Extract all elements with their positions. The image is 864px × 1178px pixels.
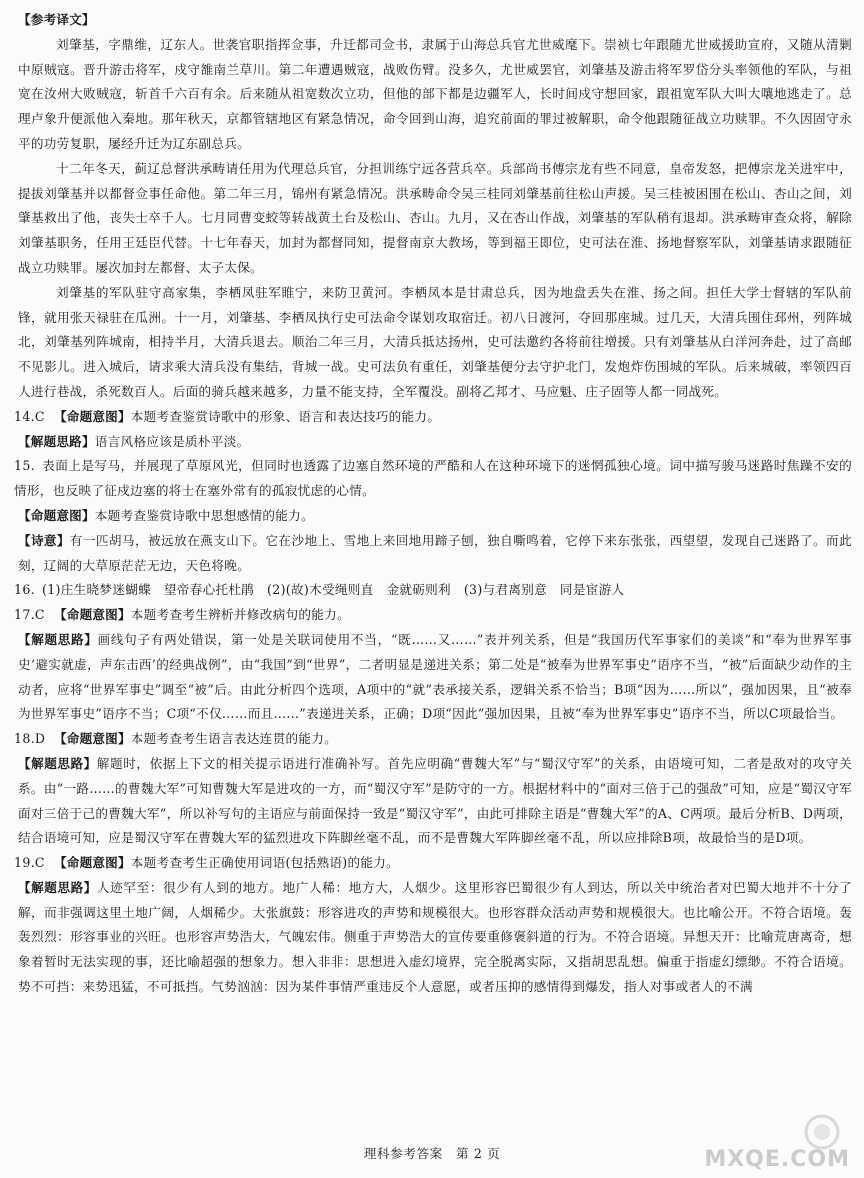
answer-text: 语言风格应该是质朴平淡。 xyxy=(94,433,250,449)
answer-text: 画线句子有两处错误，第一处是关联词使用不当，“既……又……”表并列关系，但是“我国历代军事家们的美谈”和“奉为世界军事史‘避实就虚，声东击西’的经典战例”，由“我国”到“世界”，二者明显是递进关系；第二处是“被奉为世界军事史”语序不当，“被”后面缺少动作的主动者，应将“世界军事史”调至“被”后。由此分析四个选项，A项中的“就”表承接关系，逻辑关系不恰当；B项“因为……所以”，强加因果，且“被奉为世界军事史”语序不当；C项“不仅……而且……”表递进关系，正确；D项“因此”强加因果，且被“奉为世界军事史”语序不当，所以C项最恰当。 xyxy=(18,631,852,722)
answer-number: 14.C xyxy=(14,408,45,424)
answer-line xyxy=(14,851,852,876)
answer-item-15 xyxy=(14,454,852,578)
answer-line xyxy=(14,752,852,851)
answer-text: 解题时，依据上下文的相关提示语进行准确补写。首先应明确“曹魏大军”与“蜀汉守军”的关系，由语境可知，二者是敌对的攻守关系。由“一路……的曹魏大军”可知曹魏大军是进攻的一方，而“蜀汉守军”是防守的一方。根据材料中的“面对三倍于己的强敌”可知，应是“蜀汉守军面对三倍于己的曹魏大军”，所以补写句的主语应与前面保持一致是“蜀汉守军”，由此可排除主语是“曹魏大军”的A、C两项。最后分析B、D两项，结合语境可知，应是蜀汉守军在曹魏大军的猛烈进攻下阵脚丝毫不乱，而不是曹魏大军阵脚丝毫不乱，所以应排除B项，故最恰当的是D项。 xyxy=(18,755,853,846)
ref-paragraph: 刘肇基，字鼎维，辽东人。世袭官职指挥佥事，升迁都司佥书，隶属于山海总兵官尤世威麾下。崇祯七年跟随尤世威援助宣府，又随从清剿中原贼寇。晋升游击将军，戍守雒南兰草川。第二年遭遇贼寇，战败伤臂。没多久，尤世威罢官，刘肇基及游击将军罗岱分头率领他的军队，与祖宽在汝州大败贼寇，斩首千六百有余。后来随从祖宽数次立功，但他的部下都是边疆军人，长时间戍守想回家，跟祖宽军队大叫大嚷地逃走了。总理卢象升便派他入秦地。那年秋天，京都管辖地区有紧急情况，命令回到山海，追究前面的罪过被解职，命令他跟随征战立功赎罪。不久因固守永平的功劳复职，屡经升迁为辽东副总兵。 xyxy=(18,36,852,151)
section-tag: 【命题意图】 xyxy=(54,408,131,424)
answer-number: 15. xyxy=(14,458,35,474)
answer-number: 16. xyxy=(14,582,35,598)
answer-text: 本题考查考生正确使用词语(包括熟语)的能力。 xyxy=(130,855,400,871)
section-tag: 【解题思路】 xyxy=(18,879,97,895)
ref-translation-section xyxy=(14,8,852,405)
section-tag: 【命题意图】 xyxy=(54,855,131,871)
answer-item-19 xyxy=(14,851,852,1000)
answer-item-14 xyxy=(14,405,852,455)
section-tag: 【命题意图】 xyxy=(18,507,95,523)
answer-text: 本题考查鉴赏诗歌中思想感情的能力。 xyxy=(94,507,314,523)
answer-line xyxy=(14,529,852,579)
ref-paragraph: 十二年冬天，蓟辽总督洪承畴请任用为代理总兵官，分担训练宁远各营兵卒。兵部尚书傅宗龙有些不同意，皇帝发怒，把傅宗龙关进牢中，提拔刘肇基并以都督佥事任命他。第二年三月，锦州有紧急情况。洪承畴命令吴三桂同刘肇基前往松山声援。吴三桂被困围在松山、杏山之间，刘肇基救出了他，丧失士卒千人。七月同曹变蛟等转战黄土台及松山、杏山。九月，又在杏山作战，刘肇基的军队稍有退却。洪承畴审查众将，解除刘肇基职务，任用王廷臣代替。十七年春天，加封为都督同知，提督南京大教场，等到福王即位，史可法在淮、扬地督察军队，刘肇基请求跟随征战立功赎罪。屡次加封左都督、太子太保。 xyxy=(18,160,852,275)
answer-text: (1)庄生晓梦迷蝴蝶 望帝春心托杜鹃 (2)(故)木受绳则直 金就砺则利 (3)与君离别意 同是宦游人 xyxy=(42,582,625,598)
answer-text: 人迹罕至：很少有人到的地方。地广人稀：地方大，人烟少。这里形容巴蜀很少有人到达，所以关中统治者对巴蜀大地并不十分了解，而非强调这里土地广阔，人烟稀少。大张旗鼓：形容进攻的声势和规模很大。也形容群众活动声势和规模很大。也比喻公开。不符合语境。轰轰烈烈：形容事业的兴旺。也形容声势浩大，气魄宏伟。侧重于声势浩大的宣传要重修褒斜道的行为。不符合语境。异想天开：比喻荒唐离奇，想象着暂时无法实现的事，还比喻超强的想象力。想入非非：思想进入虚幻境界，完全脱离实际，又指胡思乱想。偏重于指虚幻缥缈。不符合语境。势不可挡：来势迅猛，不可抵挡。气势汹汹：因为某件事情严重违反个人意愿，或者压抑的感情得到爆发，指人对事或者人的不满 xyxy=(18,879,852,995)
answer-line xyxy=(14,430,852,455)
answer-text: 本题考查鉴赏诗歌中的形象、语言和表达技巧的能力。 xyxy=(130,408,441,424)
section-tag: 【解题思路】 xyxy=(18,631,98,647)
answer-line xyxy=(14,454,852,504)
answer-line xyxy=(14,727,852,752)
answer-item-18 xyxy=(14,727,852,851)
page-footer: 理科参考答案 第 2 页 xyxy=(363,1146,501,1161)
section-tag: 【解题思路】 xyxy=(18,433,95,449)
page-content xyxy=(14,8,852,1000)
answer-item-16 xyxy=(14,578,852,603)
answer-number: 17.C xyxy=(14,607,45,623)
answer-text: 有一匹胡马，被远放在燕支山下。它在沙地上、雪地上来回地用蹄子刨，独自嘶鸣着，它停下来东张张，西望望，发现自己迷路了。而此刻，辽阔的大草原茫茫无边，天色将晚。 xyxy=(18,532,852,573)
answer-text: 本题考查考生语言表达连贯的能力。 xyxy=(130,731,338,747)
answer-text: 本题考查考生辨析并修改病句的能力。 xyxy=(130,607,350,623)
answer-line xyxy=(14,876,852,1000)
answer-line xyxy=(14,405,852,430)
section-tag: 【诗意】 xyxy=(18,532,70,548)
answer-text: 表面上是写马，并展现了草原风光，但同时也透露了边塞自然环境的严酷和人在这种环境下的迷惘孤独心境。词中描写骏马迷路时焦躁不安的情形，也反映了征戍边塞的将士在塞外常有的孤寂忧虑的心情。 xyxy=(14,458,852,499)
answer-line xyxy=(14,578,852,603)
answer-line xyxy=(14,628,852,727)
answer-number: 19.C xyxy=(14,855,45,871)
watermark-text: MXQE.COM xyxy=(704,1147,850,1172)
answer-line xyxy=(14,603,852,628)
answer-item-17 xyxy=(14,603,852,727)
section-tag: 【解题思路】 xyxy=(18,755,97,771)
answer-number: 18.D xyxy=(14,731,46,747)
ref-translation-heading: 【参考译文】 xyxy=(18,12,95,27)
ref-paragraph: 刘肇基的军队驻守高家集，李栖凤驻军睢宁，来防卫黄河。李栖凤本是甘肃总兵，因为地盘丢失在淮、扬之间。担任大学士督辖的军队前锋，就用张天禄驻在瓜洲。十一月，刘肇基、李栖凤执行史可法命令谋划攻取宿迁。初八日渡河，夺回那座城。过几天，大清兵围住邳州，列阵城北，刘肇基列阵城南，相持半月，大清兵退去。顺治二年三月，大清兵抵达扬州，史可法邀约各将前往增援。只有刘肇基从白洋河奔赴，过了高邮不见影儿。进入城后，请求乘大清兵没有集结，背城一战。史可法负有重任，刘肇基便分去守护北门，发炮炸伤围城的军队。后来城破，率领四百人进行巷战，杀死数百人。后面的骑兵越来越多，力量不能支持，全军覆没。副将乙邦才、马应魁、庄子固等人都一同战死。 xyxy=(18,284,852,399)
section-tag: 【命题意图】 xyxy=(54,607,131,623)
section-tag: 【命题意图】 xyxy=(54,731,131,747)
answer-line xyxy=(14,504,852,529)
